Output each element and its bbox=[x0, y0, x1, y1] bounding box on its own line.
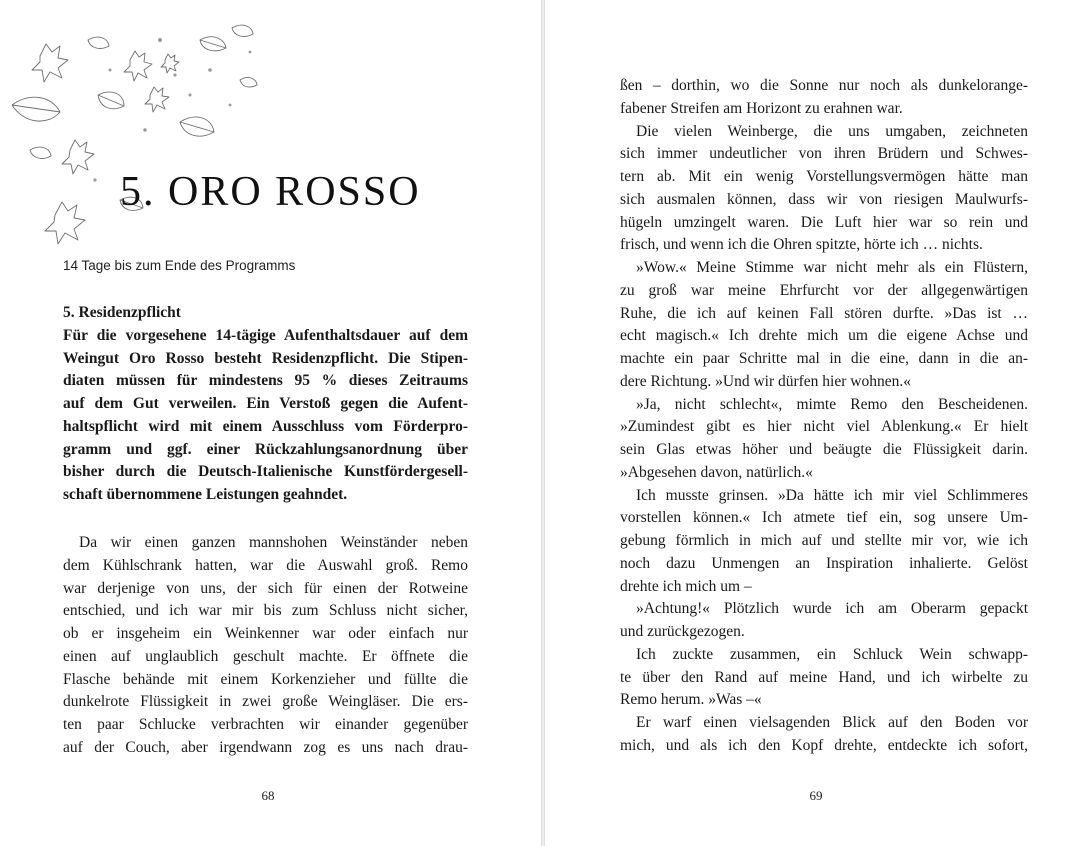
text-line: frisch, und wenn ich die Ohren spitzte, hörte ich … nichts. bbox=[620, 236, 983, 254]
text-line: dere Richtung. »Und wir dürfen hier wohnen.« bbox=[620, 372, 911, 390]
text-line: Er warf einen vielsagenden Blick auf den Boden vor bbox=[636, 714, 1028, 731]
text-line: ob er insgeheim ein Weinkenner war oder einfach nur bbox=[63, 625, 468, 642]
text-line: einen auf unglaublich geschult machte. Er öffnete die bbox=[63, 647, 468, 665]
text-line: zu groß war meine Ehrfurcht vor der allgegenwärtigen bbox=[620, 281, 1028, 299]
text-line: Remo herum. »Was –« bbox=[620, 691, 762, 709]
rule-line: diaten müssen für mindestens 95 % dieses Zeitraums bbox=[63, 372, 468, 390]
text-line: war derjenige von uns, der sich für einen der Rotweine bbox=[63, 579, 468, 597]
page-number-right: 69 bbox=[809, 788, 823, 803]
text-line: Die vielen Weinberge, die uns umgaben, zeichneten bbox=[636, 122, 1028, 140]
page-number-left: 68 bbox=[261, 788, 275, 803]
rule-line: haltspflicht wird mit einem Ausschluss vom Förderpro- bbox=[63, 417, 468, 435]
text-line: und zurückgezogen. bbox=[620, 623, 745, 640]
text-line: hügeln umzingelt waren. Die Luft hier war so rein und bbox=[620, 213, 1028, 231]
text-line: dunkelrote Flüssigkeit in zwei große Weingläser. Die ers- bbox=[63, 693, 468, 711]
text-line: sein Glas etwas höher und beäugte die Flüssigkeit darin. bbox=[620, 441, 1028, 458]
text-line: Ruhe, die ich auf keinen Fall stören durfte. »Das ist … bbox=[620, 304, 1028, 322]
text-line: gebung förmlich in mich auf und stellte mir vor, wie ich bbox=[620, 532, 1028, 549]
rule-line: Weingut Oro Rosso besteht Residenzpflicht. Die Stipen- bbox=[63, 349, 468, 367]
left-prose bbox=[63, 532, 468, 760]
text-line: »Zumindest gibt es hier nicht viel Ablenkung.« Er hielt bbox=[620, 418, 1028, 436]
rule-line: gramm und ggf. einer Rückzahlungsanordnung über bbox=[63, 440, 468, 458]
text-line: vorstellen können.« Ich atmete tief ein, sog unsere Um- bbox=[620, 509, 1028, 527]
rule-line: Für die vorgesehene 14-tägige Aufenthaltsdauer auf dem bbox=[63, 326, 468, 344]
rule-heading: 5. Residenzpflicht bbox=[63, 304, 181, 321]
text-line: noch dazu Unmengen an Inspiration inhalierte. Gelöst bbox=[620, 554, 1028, 572]
text-line: auf der Couch, aber irgendwann zog es uns nach drau- bbox=[63, 738, 468, 756]
text-line: machte ein paar Schritte mal in die eine, dann in die an- bbox=[620, 350, 1028, 367]
chapter-title: 5. ORO ROSSO bbox=[120, 169, 421, 215]
text-line: »Abgesehen davon, natürlich.« bbox=[620, 463, 813, 481]
text-line: entschied, und ich war mir bis zum Schluss nicht sicher, bbox=[63, 602, 468, 620]
text-line: ten paar Schlucke verbrachten wir einander gegenüber bbox=[63, 716, 468, 733]
text-line: Ich zuckte zusammen, ein Schluck Wein schwapp- bbox=[636, 645, 1028, 663]
text-line: echt magisch.« Ich drehte mich um die eigene Achse und bbox=[620, 327, 1028, 345]
rule-line: schaft übernommene Leistungen geahndet. bbox=[63, 486, 348, 503]
text-line: »Ja, nicht schlecht«, mimte Remo den Bescheidenen. bbox=[636, 395, 1028, 413]
rule-line: bisher durch die Deutsch-Italienische Kunstfördergesell- bbox=[63, 463, 468, 481]
text-line: Flasche behände mit einem Korkenzieher und füllte die bbox=[63, 670, 468, 688]
text-line: te über den Rand auf meine Hand, und ich wirbelte zu bbox=[620, 668, 1028, 686]
text-line: Da wir einen ganzen mannshohen Weinständer neben bbox=[79, 534, 468, 551]
text-line: »Achtung!« Plötzlich wurde ich am Oberarm gepackt bbox=[636, 600, 1028, 618]
text-line: mich, und als ich den Kopf drehte, entdeckte ich sofort, bbox=[620, 736, 1028, 754]
rule-line: auf dem Gut verweilen. Ein Verstoß gegen die Aufent- bbox=[63, 395, 468, 412]
text-line: dem Kühlschrank hatten, war die Auswahl groß. Remo bbox=[63, 556, 468, 574]
text-line: Ich musste grinsen. »Da hätte ich mir viel Schlimmeres bbox=[636, 486, 1028, 504]
text-line: sich ausmalen können, dass wir von riesigen Maulwurfs- bbox=[620, 190, 1028, 208]
text-line: »Wow.« Meine Stimme war nicht mehr als ein Flüstern, bbox=[636, 259, 1028, 276]
right-prose bbox=[620, 75, 1028, 758]
text-line: fabener Streifen am Horizont zu erahnen war. bbox=[620, 99, 903, 117]
text-line: tern ab. Mit ein wenig Vorstellungsvermögen hätte man bbox=[620, 168, 1028, 185]
chapter-subtitle: 14 Tage bis zum Ende des Programms bbox=[63, 258, 296, 273]
text-line: ßen – dorthin, wo die Sonne nur noch als dunkelorange- bbox=[620, 77, 1028, 94]
rule-text bbox=[63, 325, 468, 507]
text-line: sich immer undeutlicher von ihren Brüdern und Schwes- bbox=[620, 145, 1028, 163]
text-line: drehte ich mich um – bbox=[620, 577, 752, 595]
rule-block bbox=[63, 302, 468, 507]
left-page bbox=[0, 0, 541, 846]
